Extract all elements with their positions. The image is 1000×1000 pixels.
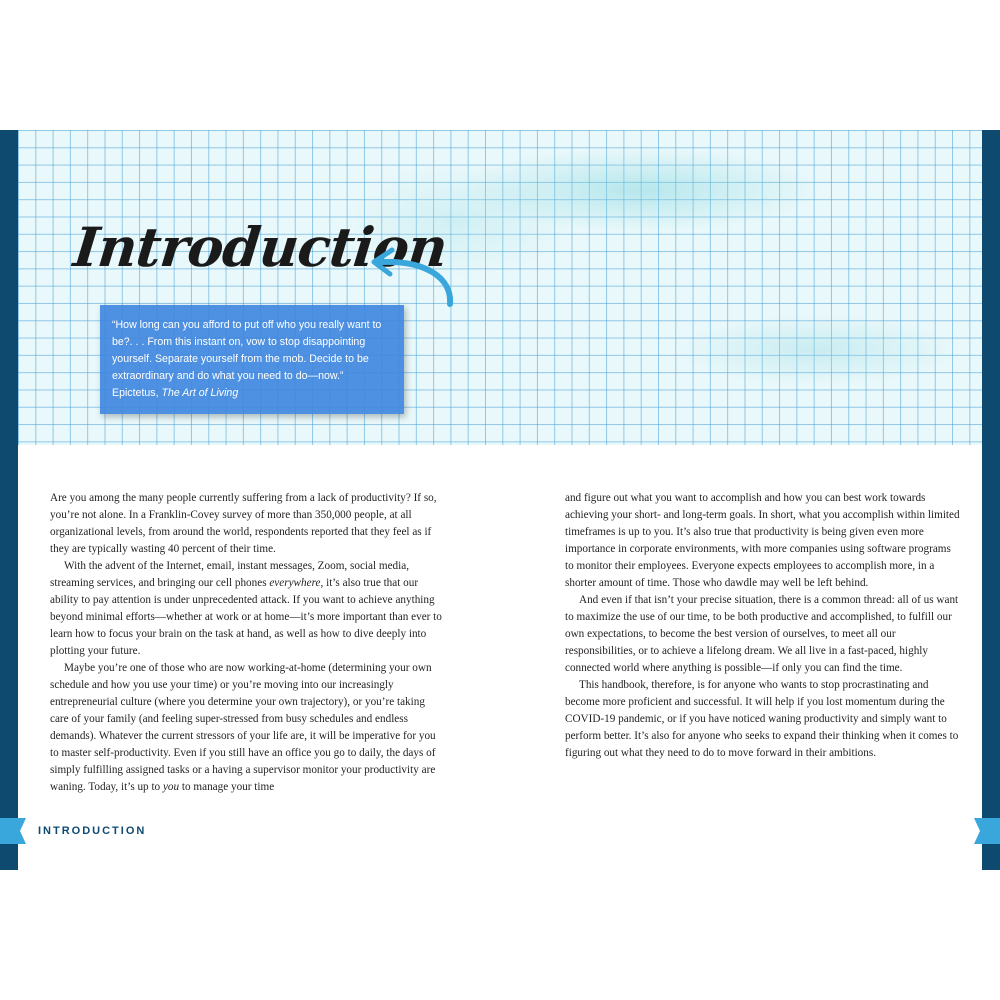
- text-run: , it’s also true that our ability to pay attention is under unprecedented attack. If you want to achieve anything beyond minimal efforts—whether at work or at home—it’s more important than ever to learn how to focus your brain on the task at hand, as well as how to dive deeply into plotting your future.: [50, 577, 442, 657]
- epigraph-author: Epictetus,: [112, 387, 162, 399]
- left-ribbon-marker: [0, 818, 26, 844]
- chapter-title: Introduction: [70, 215, 450, 279]
- emphasis-run: you: [162, 781, 180, 793]
- paragraph: And even if that isn’t your precise situation, there is a common thread: all of us want to maximize the use of our time, to be both productive and accomplished, to fulfill our own expectations, to become the best version of ourselves, to meet all our responsibilities, or to achieve a lifelong dream. We all live in a fast-paced, highly connected world where anything is possible—if only you can find the time.: [565, 594, 959, 674]
- paragraph: This handbook, therefore, is for anyone who wants to stop procrastinating and become more proficient and successful. It will help if you lost momentum during the COVID-19 pandemic, or if you have noticed waning productivity and simply want to perform better. It’s also for anyone who seeks to expand their thinking when it comes to figuring out what they need to do to move forward in their ambitions.: [565, 679, 959, 759]
- right-column: [565, 490, 960, 762]
- text-run: to manage your time: [179, 781, 275, 793]
- running-head: INTRODUCTION: [38, 825, 147, 837]
- graph-paper-header: [18, 130, 982, 445]
- left-page-edge: [0, 130, 18, 870]
- emphasis-run: everywhere: [269, 577, 321, 589]
- book-spread: [0, 130, 1000, 870]
- epigraph-text: “How long can you afford to put off who you really want to be?. . . From this instant on, vow to stop disappointing yourself. Separate yourself from the mob. Decide to be extraordinary and do what you need to do—now.”: [112, 319, 382, 382]
- epigraph-attribution: [112, 385, 394, 402]
- text-run: With the advent of the Internet, email, instant messages, Zoom, social media, streaming services, and bringing our cell phones: [50, 560, 410, 589]
- epigraph-box: [100, 305, 404, 414]
- paragraph: [50, 558, 445, 660]
- epigraph-book: The Art of Living: [161, 387, 239, 399]
- paragraph: and figure out what you want to accomplish and how you can best work towards achieving your short- and long-term goals. In short, what you accomplish within limited timeframes is up to you. It’s also true that productivity is being given even more importance in corporate environments, with more companies using software programs to monitor their employees. Everyone expects employees to accomplish more, in a shorter amount of time. Those who dawdle may well be left behind.: [565, 492, 960, 589]
- paragraph: Are you among the many people currently suffering from a lack of productivity? If so, you’re not alone. In a Franklin-Covey survey of more than 350,000 people, at all organizational levels, from around the world, respondents reported that they feel as if they are typically wasting 40 percent of their time.: [50, 492, 437, 555]
- right-page-edge: [982, 130, 1000, 870]
- right-ribbon-marker: [974, 818, 1000, 844]
- paragraph: [50, 660, 445, 796]
- curved-arrow-left-icon: [366, 238, 456, 308]
- left-column: [50, 490, 445, 796]
- text-run: Maybe you’re one of those who are now working-at-home (determining your own schedule and how you use your time) or you’re moving into our increasingly entrepreneurial culture (where you determine your own trajectory), or you’re taking care of your family (and feeling super-stressed from busy schedules and endless demands). Whatever the current stressors of your life are, it will be imperative for you to master self-productivity. Even if you still have an office you go to daily, the days of simply fulfilling assigned tasks or a having a supervisor monitor your productivity are waning. Today, it’s up to: [50, 662, 436, 793]
